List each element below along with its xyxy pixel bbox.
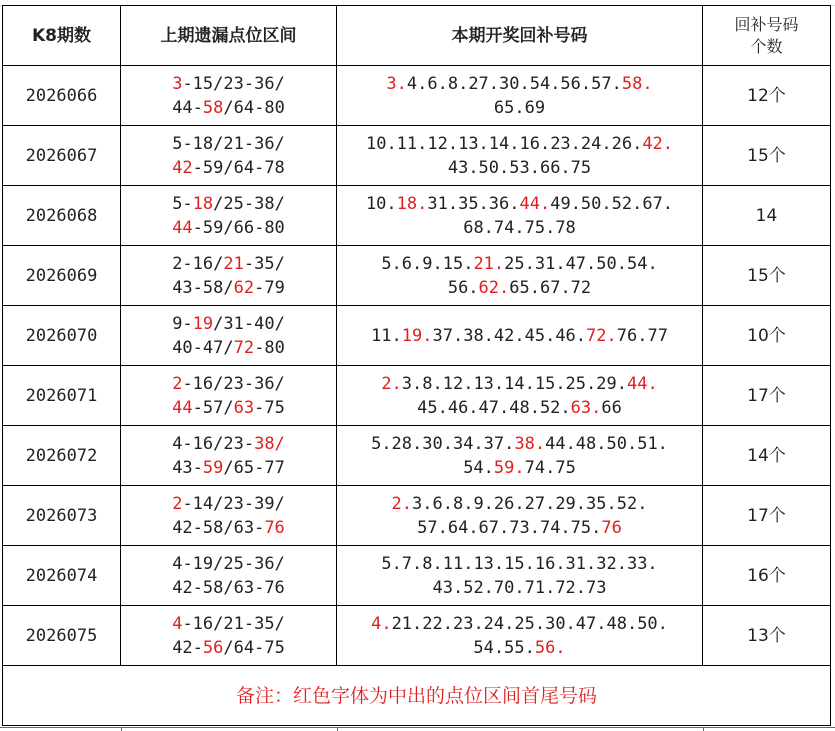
range-segment: 43-	[172, 457, 203, 478]
range-segment: 5-	[172, 193, 193, 214]
range-segment: 42-	[172, 637, 203, 658]
number-segment: 65.69	[493, 97, 546, 118]
number-segment: 11.	[371, 325, 402, 346]
table-row	[3, 486, 831, 546]
range-segment: 2-16/	[172, 253, 224, 274]
number-segment: 2.	[381, 373, 402, 394]
range-segment: -16/23-36/	[182, 373, 285, 394]
table-row	[3, 546, 831, 606]
period-cell[interactable]: 2026072	[3, 426, 121, 486]
number-segment: 44.48.50.51.	[545, 433, 668, 454]
table-row	[3, 606, 831, 666]
numbers-cell[interactable]	[337, 306, 703, 366]
count-cell[interactable]: 15个	[703, 126, 831, 186]
range-cell[interactable]	[121, 186, 337, 246]
next-row-gridline	[0, 727, 835, 731]
range-segment: 2	[172, 373, 183, 394]
number-segment: 2.	[391, 493, 413, 514]
number-segment: 42.	[642, 133, 674, 154]
range-segment: 76	[264, 517, 285, 538]
range-segment: -35/	[243, 253, 285, 274]
range-segment: /64-80	[223, 97, 285, 118]
period-cell[interactable]: 2026069	[3, 246, 121, 306]
range-cell[interactable]	[121, 366, 337, 426]
note-cell[interactable]: 备注：红色字体为中出的点位区间首尾号码	[3, 666, 831, 726]
range-segment: 72	[233, 337, 255, 358]
range-cell[interactable]	[121, 246, 337, 306]
range-segment: 44-	[172, 97, 203, 118]
range-segment: 2	[172, 493, 183, 514]
table-row	[3, 246, 831, 306]
count-cell[interactable]: 13个	[703, 606, 831, 666]
k8-table	[2, 5, 831, 726]
header-range[interactable]: 上期遗漏点位区间	[121, 6, 337, 66]
count-cell[interactable]: 17个	[703, 486, 831, 546]
number-segment: 5.7.8.11.13.15.16.31.32.33.	[381, 553, 658, 574]
number-segment: 62.	[478, 277, 510, 298]
range-segment: 4	[172, 613, 183, 634]
range-segment: 43-58/	[172, 277, 234, 298]
range-segment: 38/	[254, 433, 285, 454]
number-segment: 21.22.23.24.25.30.47.48.50.	[391, 613, 668, 634]
range-segment: 4-16/23-	[172, 433, 255, 454]
number-segment: 37.38.42.45.46.	[432, 325, 587, 346]
number-segment: 72.	[586, 325, 617, 346]
range-segment: 9-	[172, 313, 193, 334]
count-cell[interactable]: 17个	[703, 366, 831, 426]
number-segment: 63.	[570, 397, 602, 418]
table-body	[3, 66, 831, 666]
number-segment: 18.	[396, 193, 428, 214]
range-segment: 19	[192, 313, 214, 334]
period-cell[interactable]: 2026068	[3, 186, 121, 246]
numbers-cell[interactable]	[337, 246, 703, 306]
range-cell[interactable]	[121, 126, 337, 186]
range-segment: 4-19/25-36/	[172, 553, 285, 574]
number-segment: 49.50.52.67.	[550, 193, 674, 214]
count-cell[interactable]: 15个	[703, 246, 831, 306]
number-segment: 44.	[626, 373, 658, 394]
number-segment: 21.	[473, 253, 505, 274]
period-cell[interactable]: 2026071	[3, 366, 121, 426]
number-segment: 10.11.12.13.14.16.23.24.26.	[365, 133, 643, 154]
range-segment: 40-47/	[172, 337, 234, 358]
count-cell[interactable]: 12个	[703, 66, 831, 126]
range-cell[interactable]	[121, 306, 337, 366]
range-segment: -80	[254, 337, 285, 358]
table-row	[3, 426, 831, 486]
number-segment: 59.	[493, 457, 525, 478]
count-cell[interactable]: 14个	[703, 426, 831, 486]
range-segment: 44	[172, 397, 193, 418]
number-segment: 54.	[463, 457, 494, 478]
range-segment: -59/66-80	[192, 217, 285, 238]
range-segment: 42	[172, 157, 193, 178]
numbers-cell[interactable]	[337, 186, 703, 246]
number-segment: 66	[601, 397, 622, 418]
table-row	[3, 306, 831, 366]
range-segment: 58	[202, 97, 224, 118]
number-segment: 56.	[534, 637, 566, 658]
range-cell[interactable]	[121, 66, 337, 126]
number-segment: 3.8.12.13.14.15.25.29.	[401, 373, 627, 394]
period-cell[interactable]: 2026067	[3, 126, 121, 186]
range-segment: 44	[172, 217, 193, 238]
range-segment: /31-40/	[213, 313, 285, 334]
number-segment: 56.	[447, 277, 479, 298]
number-segment: 43.52.70.71.72.73	[432, 577, 607, 598]
number-segment: 4.	[371, 613, 392, 634]
number-segment: 65.67.72	[509, 277, 592, 298]
number-segment: 43.50.53.66.75	[447, 157, 592, 178]
range-segment: 62	[233, 277, 255, 298]
number-segment: 76	[601, 517, 622, 538]
number-segment: 31.35.36.	[427, 193, 520, 214]
count-cell[interactable]: 10个	[703, 306, 831, 366]
number-segment: 45.46.47.48.52.	[417, 397, 571, 418]
number-segment: 3.	[386, 73, 407, 94]
numbers-cell[interactable]	[337, 66, 703, 126]
range-segment: -16/21-35/	[182, 613, 285, 634]
range-segment: -75	[254, 397, 285, 418]
range-cell[interactable]	[121, 606, 337, 666]
numbers-cell[interactable]	[337, 366, 703, 426]
number-segment: 38.	[514, 433, 546, 454]
range-cell[interactable]	[121, 426, 337, 486]
period-cell[interactable]: 2026066	[3, 66, 121, 126]
range-segment: -14/23-39/	[182, 493, 285, 514]
range-segment: -15/23-36/	[182, 73, 285, 94]
table-row	[3, 186, 831, 246]
range-segment: 42-58/63-	[172, 517, 265, 538]
numbers-cell[interactable]	[337, 486, 703, 546]
header-period[interactable]: K8期数	[3, 6, 121, 66]
numbers-cell[interactable]	[337, 126, 703, 186]
period-cell[interactable]: 2026075	[3, 606, 121, 666]
range-segment: 18	[192, 193, 214, 214]
number-segment: 19.	[401, 325, 433, 346]
numbers-cell[interactable]	[337, 546, 703, 606]
number-segment: 54.55.	[473, 637, 535, 658]
number-segment: 44.	[519, 193, 551, 214]
range-segment: 42-58/63-76	[172, 577, 285, 598]
range-segment: /25-38/	[213, 193, 285, 214]
range-segment: -59/64-78	[192, 157, 285, 178]
range-cell[interactable]	[121, 486, 337, 546]
range-segment: /64-75	[223, 637, 285, 658]
number-segment: 4.6.8.27.30.54.56.57.	[406, 73, 622, 94]
number-segment: 76.77	[616, 325, 668, 346]
range-cell[interactable]	[121, 546, 337, 606]
note-row	[3, 666, 831, 726]
numbers-cell[interactable]	[337, 426, 703, 486]
number-segment: 3.6.8.9.26.27.29.35.52.	[412, 493, 648, 514]
range-segment: 21	[223, 253, 244, 274]
number-segment: 10.	[365, 193, 397, 214]
number-segment: 57.64.67.73.74.75.	[417, 517, 602, 538]
range-segment: 3	[172, 73, 183, 94]
header-numbers[interactable]: 本期开奖回补号码	[337, 6, 703, 66]
range-segment: -79	[254, 277, 285, 298]
count-cell[interactable]: 14	[703, 186, 831, 246]
range-segment: -57/	[192, 397, 234, 418]
number-segment: 25.31.47.50.54.	[504, 253, 658, 274]
range-segment: 59	[202, 457, 224, 478]
range-segment: 5-18/21-36/	[172, 133, 285, 154]
number-segment: 58.	[621, 73, 653, 94]
header-count-label: 回补号码 个数	[734, 14, 799, 56]
period-cell[interactable]: 2026070	[3, 306, 121, 366]
table-row	[3, 66, 831, 126]
table-row	[3, 126, 831, 186]
number-segment: 74.75	[524, 457, 576, 478]
header-count[interactable]	[703, 6, 831, 66]
range-segment: 63	[233, 397, 255, 418]
count-cell[interactable]: 16个	[703, 546, 831, 606]
range-segment: /65-77	[223, 457, 285, 478]
table-row	[3, 366, 831, 426]
numbers-cell[interactable]	[337, 606, 703, 666]
number-segment: 68.74.75.78	[463, 217, 576, 238]
range-segment: 56	[202, 637, 224, 658]
period-cell[interactable]: 2026074	[3, 546, 121, 606]
header-row	[3, 6, 831, 66]
period-cell[interactable]: 2026073	[3, 486, 121, 546]
number-segment: 5.28.30.34.37.	[371, 433, 515, 454]
number-segment: 5.6.9.15.	[381, 253, 474, 274]
